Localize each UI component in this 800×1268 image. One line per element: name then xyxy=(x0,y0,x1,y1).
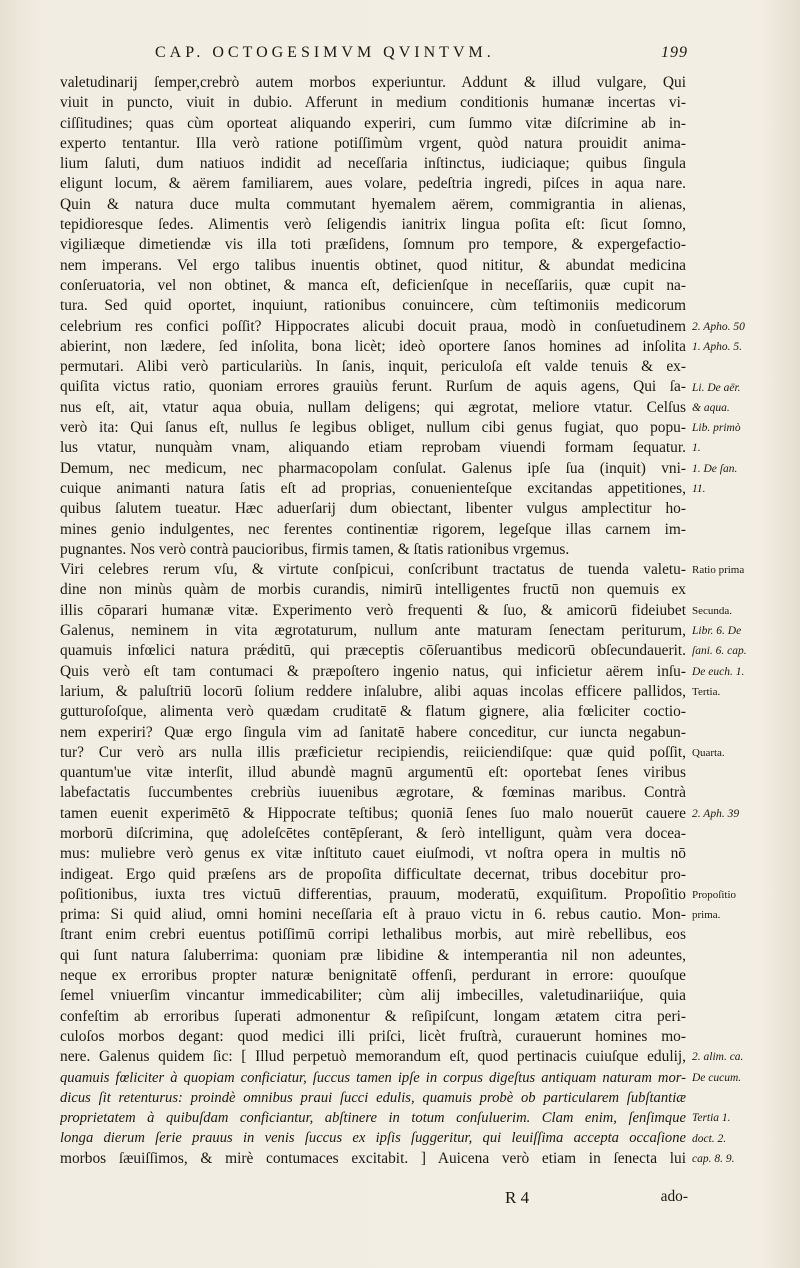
margin-note: 2. alim. ca. xyxy=(692,1051,744,1064)
text-line: celebrium res confici poſſit? Hippocrates alicubi docuit praua, modò in conſuetudinem xyxy=(60,317,686,335)
margin-note: Quarta. xyxy=(692,746,725,759)
signature-mark: R 4 xyxy=(505,1188,530,1207)
text-line: prima: Si quid aliud, omni homini neceſſaria eſt à prauo victu in 6. rebus cautio. Mon- xyxy=(60,906,686,924)
text-line: cuique animanti natura ſatis eſt ad proprias, conuenienteſque excitandas appetitiones, xyxy=(60,479,686,497)
margin-note: Propoſitio xyxy=(692,889,737,901)
margin-note: & aqua. xyxy=(692,401,730,414)
text-line: tamen euenit experimētō & Hippocrate teſtibus; quoniā ſenes ſuo malo nouerūt cauere xyxy=(60,804,686,822)
text-line: tepidioresque ſedes. Alimentis verò ſeligendis ianitrix lingua poſita eſt: ſicut ſomno, xyxy=(60,216,686,234)
text-line: quantum'ue vitæ interſit, illud abundè magnū argumentū eſt: oportebat ſenes viribus xyxy=(60,764,686,782)
margin-note: Li. De aër. xyxy=(692,381,741,394)
margin-note: Libr. 6. De xyxy=(692,625,742,638)
text-line: dine non minùs quàm de morbis curandis, nimirū intelligentes fructū non quemuis ex xyxy=(60,581,686,599)
text-line: qui ſunt natura ſaluberrima: quoniam præ libidine & intemperantia nil non adeuntes, xyxy=(60,946,686,964)
text-line: ſtrant enim crebri euentus potiſſimū corripi lethalibus morbis, aut mirè rebellibus, eos xyxy=(60,926,686,944)
text-line: larium, & paluſtriū locorū ſolium reddere inſalubre, alibi aquas incolas efficere pallidos, xyxy=(60,682,686,700)
margin-note: 2. Aph. 39 xyxy=(692,807,740,820)
margin-note: Secunda. xyxy=(692,604,733,617)
text-line: pugnantes. Nos verò contrà paucioribus, firmis tamen, & ſtatis rationibus vrgemus. xyxy=(60,540,570,558)
text-line: Viri celebres rerum vſu, & virtute conſpicui, conſcribunt tractatus de tuenda valetu- xyxy=(60,561,686,579)
text-line: culoſos morbos degant: quod medici illi priſci, licèt fruſtrà, curauerunt homines mo- xyxy=(60,1027,686,1045)
margin-note: Ratio prima xyxy=(692,564,745,577)
text-line: poſitionibus, iuxta tres victuū differentias, prauum, moderatū, exquiſitum. Propoſitio xyxy=(60,885,686,903)
text-line: neque ex erroribus propter naturæ benignitatē offenſi, perdurant in errore: quouſque xyxy=(60,967,686,985)
text-line: viuit in puncto, viuit in dubio. Afferunt in medium conditionis humanæ incertas vi- xyxy=(60,94,686,112)
text-line: experto tentantur. Illa verò ratione potiſſimùm vrgent, quòd natura prouidit anima- xyxy=(60,134,686,152)
margin-note: ſani. 6. cap. xyxy=(692,645,747,658)
page-number: 199 xyxy=(661,44,688,61)
margin-note: Tertia 1. xyxy=(692,1112,731,1125)
text-line: morborū diſcrimina, quę adoleſcētes contēpſerant, & ſerò intelligunt, quàm vera docea- xyxy=(60,824,686,842)
text-line: Quin & natura duce multa commutant hyemalem aërem, commigrantia in alienas, xyxy=(60,195,686,213)
text-line: lium ſaluti, dum natiuos indidit ad neceſſaria inſtinctus, iudiciaque; quibus ſingula xyxy=(60,155,686,173)
margin-note: doct. 2. xyxy=(692,1132,727,1145)
text-line: eligunt locum, & aërem familiarem, aues volare, pedeſtria ingredi, piſces in aqua nare. xyxy=(60,175,686,193)
margin-note: prima. xyxy=(692,909,721,922)
text-line: vigiliæque dimetiendæ vis illa toti præſidens, ſomnum pro tempore, & expergefactio- xyxy=(60,236,686,254)
margin-note: 11. xyxy=(692,483,706,495)
running-title: CAP. OCTOGESIMVM QVINTVM. xyxy=(155,44,495,61)
margin-note: 2. Apho. 50 xyxy=(692,320,745,333)
text-line: proprietatem à quibuſdam conficiantur, abſtinere in totum conſuluerim. Clam enim, ſenſimque xyxy=(60,1110,686,1127)
text-line: tura. Sed quid oportet, inquiunt, rationibus conuincere, cùm teſtimoniis medicorum xyxy=(60,297,686,315)
catchword: ado- xyxy=(660,1188,688,1205)
text-line: ciſſitudines; quas cùm oporteat aliquando experiri, cum ſummo vitæ diſcrimine ab in- xyxy=(60,114,686,132)
page-footer xyxy=(60,1188,686,1208)
text-line: valetudinarij ſemper,crebrò autem morbos experiuntur. Addunt & illud vulgare, Qui xyxy=(60,74,686,91)
text-line: mus: muliebre verò genus ex vitæ inſtituto cauet eiuſmodi, vt noſtra opera in multis nō xyxy=(60,845,686,863)
text-line: Demum, nec medicum, nec pharmacopolam conſulat. Galenus ipſe ſua (inquit) vni- xyxy=(60,459,686,477)
text-line: nem imperans. Vel ergo talibus inuentis obtinet, quod nititur, & abundat medicina xyxy=(60,256,686,274)
text-line: labefactatis ſuccumbentes crebriùs iuuenibus ægrotare, & fœminas maribus. Contrà xyxy=(60,784,686,802)
text-line: morbos ſæuiſſimos, & mirè contumaces excitabit. ] Auicena verò etiam in ſenecta lui xyxy=(60,1149,686,1167)
text-line: abierint, non lædere, ſed inſolita, bona licèt; ideò oportere ſanos homines ad inſolita xyxy=(60,337,686,355)
text-line: longa dierum ſerie prauus in venis ſuccus ex ipſis ſuggeritur, qui leuiſſima accepta occaſione xyxy=(60,1130,686,1147)
margin-note: De cucum. xyxy=(692,1071,742,1084)
body-text xyxy=(60,73,686,1169)
text-line: dicus ſit retenturus: proindè omnibus praui ſucci edulis, quamuis probè ob particularem ſubſtantiæ xyxy=(60,1089,686,1106)
margin-note: cap. 8. 9. xyxy=(692,1152,735,1165)
text-line: quamuis infœlici natura prǽditū, qui præceptis cōſeruantibus medicorū obſecundauerit. xyxy=(60,642,686,660)
margin-note: Lib. primò xyxy=(692,422,741,435)
text-line: indigeat. Ergo quid præſens ars de propoſita difficultate decernat, tribus docebitur pro- xyxy=(60,865,686,883)
text-line: Galenus, neminem in vita ægrotaturum, nullum ante maturam ſenectam periturum, xyxy=(60,622,686,640)
margin-note: 1. xyxy=(692,442,701,455)
text-line: quiſita victus ratio, quoniam errores grauiùs ferunt. Rurſum de aquis agens, Qui ſa- xyxy=(60,378,686,396)
text-line: quibus ſalutem tueatur. Hæc aduerſarij dum obiectant, libenter vulgus amplectitur ho- xyxy=(60,500,686,518)
text-line: confeſtim ab erroribus ſuperati admonentur & reſipiſcunt, longam ætatem citra peri- xyxy=(60,1007,686,1025)
text-line: tur? Cur verò ars nulla illis præficietur recipiendis, reiiciendiſque: quæ quid poſſit, xyxy=(60,743,686,761)
text-line: nem experiri? Quæ ergo ſingula vim ad ſanitatē habere conceditur, cur iuncta negabun- xyxy=(60,723,686,741)
text-line: permutari. Alibi verò particulariùs. In ſanis, inquit, periculoſa eſt valde tenuis & ex- xyxy=(60,358,686,376)
text-line: lus vtatur, nunquàm vnam, aliquando etiam reprobam viuendi formam ſequatur. xyxy=(60,439,686,457)
text-line: Quis verò eſt tam contumaci & præpoſtero ingenio natus, qui inficietur aërem inſu- xyxy=(60,662,686,680)
margin-note: De euch. 1. xyxy=(692,665,745,678)
text-line: mines genio indulgentes, nec ferentes continentiæ rigorem, legeſque illas carnem im- xyxy=(60,520,686,538)
page-header xyxy=(60,40,688,64)
text-line: conſeruatoria, vel non obtinet, & manca eſt, deficienſque in neceſſariis, quæ cupit na- xyxy=(60,276,686,294)
text-line: gutturoſoſque, alimenta verò quædam cruditatē & flatum gignere, alia fœliciter coctio- xyxy=(60,703,686,721)
margin-note: 1. Apho. 5. xyxy=(692,340,742,353)
text-line: quamuis fœliciter à quopiam conficiatur, ſuccus tamen ipſe in corpus digeſtus antiquam naturam mor- xyxy=(60,1069,686,1086)
text-line: ſemel vniuerſim vincantur immedicabiliter; cùm alij imbecilles, valetudinariiq́ue, quia xyxy=(60,987,686,1005)
margin-note: 1. De ſan. xyxy=(692,462,738,475)
margin-note: Tertia. xyxy=(692,686,721,698)
text-line: illis cōparari humanæ vitæ. Experimento verò frequenti & ſuo, & amicorū fideiubet xyxy=(60,601,686,619)
text-line: verò ita: Qui ſanus eſt, nullus ſe legibus obliget, nullum cibi genus fugiat, quo popu- xyxy=(60,419,686,437)
text-line: nus eſt, ait, vtatur aqua obuia, nullam deligens; qui ægrotat, meliore vtatur. Celſus xyxy=(60,398,686,416)
text-line: nere. Galenus quidem ſic: [ Illud perpetuò memorandum eſt, quod pertinacis cuiuſque edulij, xyxy=(60,1048,686,1066)
